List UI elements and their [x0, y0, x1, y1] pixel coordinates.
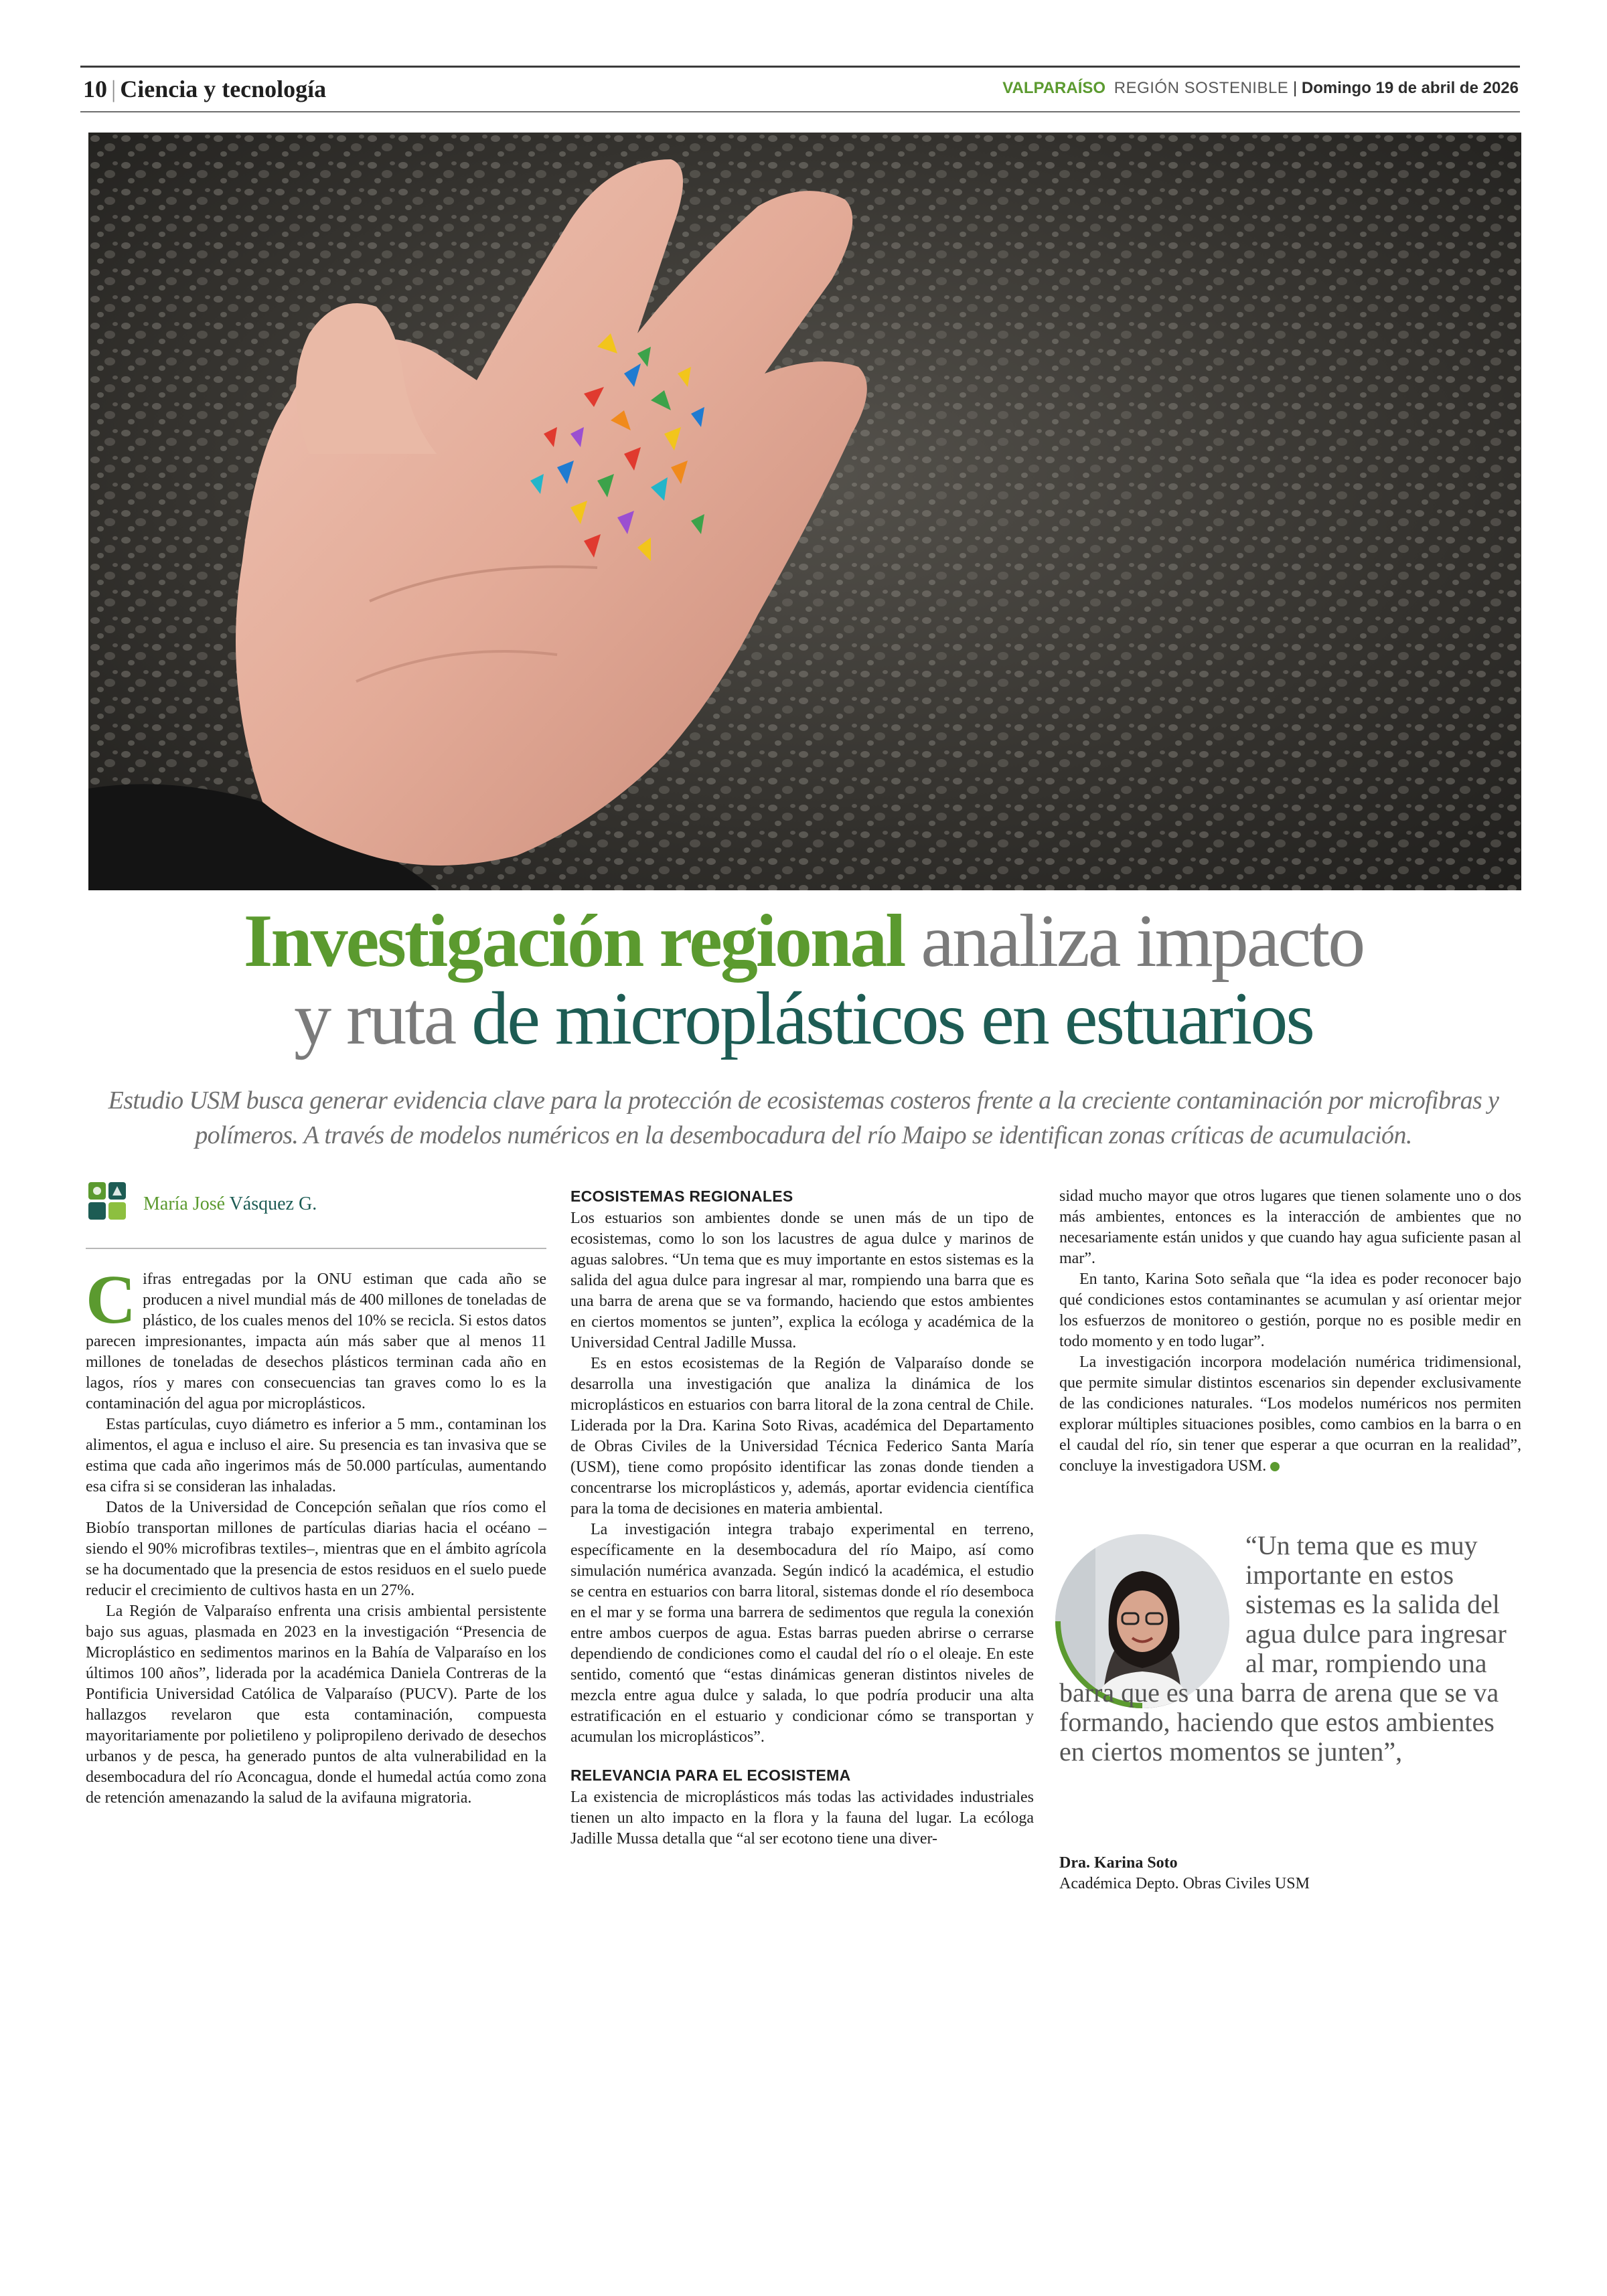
headline-part-2: analiza impacto	[904, 900, 1364, 983]
brand-name: VALPARAÍSO	[1002, 79, 1106, 97]
paragraph: Es en estos ecosistemas de la Región de Valparaíso donde se desarrolla una investigación que analiza la dinámica de los microplásticos en estuarios con barra litoral de la zona central de Chile. Liderada por la Dra. Karina Soto Rivas, académica del Departamento de Obras Civiles de la Universidad Técnica Federico Santa María (USM), tiene como propósito identificar las zonas donde tienden a concentrarse los microplásticos y, además, aportar evidencia científica para la toma de decisiones en materia ambiental.	[570, 1355, 1034, 1518]
paragraph: La investigación integra trabajo experimental en terreno, específicamente en la desembocadura del río Maipo, así como simulación numérica avanzada. Según indicó la académica, el estudio se centra en estuarios con barra litoral, sistemas donde el río desemboca en el mar y se forma una barrera de sedimentos que regula la conexión entre ambos cuerpos de agua. Estas barras pueden abrirse o cerrarse dependiendo de condiciones como el caudal del río o el oleaje. En este sentido, comentó que “estas dinámicas generan distintos niveles de mezcla entre agua dulce y salada, lo que podría producir una alta estratificación en el estuario y condicionar cómo se transportan y acumulan los microplásticos”.	[570, 1521, 1034, 1746]
subhead: ECOSISTEMAS REGIONALES	[570, 1187, 793, 1205]
headline-part-3: y ruta	[294, 977, 472, 1060]
page-number: 10	[83, 76, 107, 102]
paragraph: La investigación incorpora modelación numérica tridimensional, que permite simular distintos escenarios sin depender exclusivamente de las condiciones naturales. “Los modelos numéricos nos permiten explorar múltiples situaciones posibles, como cambios en la barra o en el caudal del río, sin tener que esperar a que ocurran en la realidad”, concluye la investigadora USM.	[1059, 1354, 1521, 1475]
paragraph: sidad mucho mayor que otros lugares que tienen solamente uno o dos más ambientes, entonces es la interacción de ambientes que no necesariamente están unidos y que cuando hay agua suficiente pasan al mar”.	[1059, 1187, 1521, 1267]
paragraph: Los estuarios son ambientes donde se unen más de un tipo de ecosistemas, como lo son los lacustres de agua dulce y marinos de aguas salobres. “Un tema que es muy importante en estos sistemas es la salida del agua dulce para ingresar al mar, rompiendo una barra que es una barra de arena que se va formando, haciendo que estos ambientes en ciertos momentos se junten”, explica la ecóloga y académica de la Universidad Central Jadille Mussa.	[570, 1210, 1034, 1351]
paragraph: La existencia de microplásticos más todas las actividades industriales tienen un alto impacto en la flora y la fauna del lugar. La ecóloga Jadille Mussa detalla que “al ser ecotono tiene una diver-	[570, 1789, 1034, 1848]
header-top-rule	[80, 66, 1520, 68]
article-column-2	[570, 1186, 1034, 1850]
paragraph: En tanto, Karina Soto señala que “la idea es poder reconocer bajo qué condiciones estos contaminantes se acumulan y así orientar mejor los esfuerzos de monitoreo o gestión, porque no es posible medir en todo momento y en todo lugar”.	[1059, 1270, 1521, 1350]
headline-part-4: de microplásticos en estuarios	[471, 977, 1313, 1060]
subhead: RELEVANCIA PARA EL ECOSISTEMA	[570, 1767, 851, 1784]
hand-holding-microplastics-photo	[88, 133, 1521, 890]
paragraph: Datos de la Universidad de Concepción señalan que ríos como el Biobío transportan millones de partículas diarias hacia el océano –siendo el 90% microfibras textiles–, mientras que en el ámbito agrícola se ha documentado que la presencia de estos residuos en el suelo puede reducir el crecimiento de cultivos hasta en un 27%.	[86, 1499, 546, 1599]
pull-quote-name: Dra. Karina Soto	[1059, 1854, 1178, 1872]
author-logo-icon	[86, 1179, 130, 1224]
author-first-name: María José	[143, 1194, 226, 1214]
masthead-info: VALPARAÍSO REGIÓN SOSTENIBLE | Domingo 19 de abril de 2026	[1002, 79, 1519, 97]
article-column-1	[86, 1261, 546, 1809]
pull-quote-role: Académica Depto. Obras Civiles USM	[1059, 1875, 1310, 1892]
paragraph: La Región de Valparaíso enfrenta una crisis ambiental persistente bajo sus aguas, plasmada en 2023 en la investigación “Presencia de Microplástico en sedimentos marinos en la Bahía de Valparaíso en los últimos 100 años”, liderada por la académica Daniela Contreras de la Pontificia Universidad Católica de Valparaíso (PUCV). Parte de los hallazgos revelaron que esta contaminación, compuesta mayoritariamente por polietileno y polipropileno derivado de desechos urbanos y de pesca, ha generado puntos de alta vulnerabilidad en la desembocadura del río Aconcagua, donde el humedal actúa como zona de retención amenazando la salud de la avifauna migratoria.	[86, 1603, 546, 1807]
author-last-name: Vásquez G.	[225, 1194, 317, 1214]
paragraph: Cifras entregadas por la ONU estiman que cada año se producen a nivel mundial más de 400 millones de toneladas de plástico, de los cuales menos del 10% se recicla. Si estos datos parecen impresionantes, impacta aún más saber que al menos 11 millones de toneladas de desechos plásticos terminan cada año en lagos, ríos y mares con consecuencias tan graves como lo es la contaminación del agua por microplásticos.	[86, 1261, 546, 1412]
headline-part-1: Investigación regional	[243, 900, 905, 983]
pull-quote-text: “Un tema que es muy importante en estos sistemas es la salida del agua dulce para ingresar al mar, rompiendo una barra que es una barra de arena que se va formando, haciendo que estos ambientes en ciertos momentos se junten”,	[1059, 1530, 1507, 1767]
issue-date: Domingo 19 de abril de 2026	[1301, 79, 1519, 97]
section-name: Ciencia y tecnología	[120, 76, 327, 102]
header-bottom-rule	[80, 111, 1520, 112]
byline-rule	[86, 1248, 546, 1249]
headline	[80, 902, 1527, 1058]
author-byline	[143, 1194, 317, 1215]
deck-subtitle: Estudio USM busca generar evidencia clave para la protección de ecosistemas costeros frente a la creciente contaminación por microfibras y polímeros. A través de modelos numéricos en la desembocadura del río Maipo se identifican zonas críticas de acumulación.	[108, 1086, 1499, 1149]
end-mark-icon	[1270, 1462, 1280, 1471]
article-column-3	[1059, 1186, 1521, 1477]
drop-cap: C	[86, 1261, 137, 1338]
paragraph: Estas partículas, cuyo diámetro es inferior a 5 mm., contaminan los alimentos, el agua e incluso el aire. Su presencia es tan invasiva que se estima que cada año ingerimos más de 50.000 partículas, aumentando esa cifra si se consideran las inhaladas.	[86, 1416, 546, 1495]
page-section-label: 10 | Ciencia y tecnología	[83, 76, 327, 102]
brand-section: REGIÓN SOSTENIBLE	[1114, 79, 1289, 97]
pull-quote	[1059, 1531, 1521, 1767]
